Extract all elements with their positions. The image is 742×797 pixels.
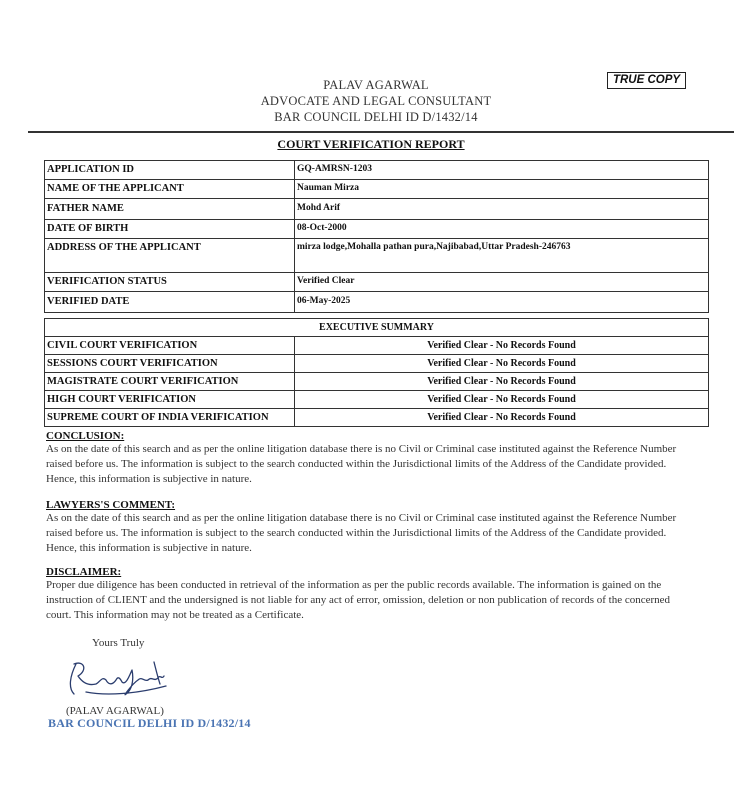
- detail-value: GQ-AMRSN-1203: [295, 161, 709, 180]
- conclusion-heading: CONCLUSION:: [46, 430, 125, 442]
- summary-result: Verified Clear - No Records Found: [295, 391, 709, 409]
- detail-value: 06-May-2025: [295, 292, 709, 313]
- detail-label: VERIFIED DATE: [45, 292, 295, 313]
- detail-value: Nauman Mirza: [295, 180, 709, 199]
- disclaimer-text: Proper due diligence has been conducted in retrieval of the information as per the public records available. The information is gained on the instruction of CLIENT and the undersigned is not liable for any act of error, omission, deletion or non publication of records of the concerned court. This information may not be treated as a Certificate.: [46, 579, 671, 621]
- detail-value: 08-Oct-2000: [295, 220, 709, 239]
- table-row: [45, 391, 709, 409]
- summary-title: EXECUTIVE SUMMARY: [45, 319, 709, 337]
- summary-result: Verified Clear - No Records Found: [295, 409, 709, 427]
- summary-result: Verified Clear - No Records Found: [295, 337, 709, 355]
- summary-label: SESSIONS COURT VERIFICATION: [45, 355, 295, 373]
- applicant-details-table: [44, 160, 709, 313]
- table-header-row: [45, 319, 709, 337]
- table-row: [45, 337, 709, 355]
- table-row: [45, 220, 709, 239]
- table-row: [45, 409, 709, 427]
- detail-value: Verified Clear: [295, 273, 709, 292]
- summary-result: Verified Clear - No Records Found: [295, 355, 709, 373]
- summary-result: Verified Clear - No Records Found: [295, 373, 709, 391]
- detail-label: ADDRESS OF THE APPLICANT: [45, 239, 295, 273]
- signature-image: [66, 656, 176, 706]
- report-title: COURT VERIFICATION REPORT: [277, 137, 465, 151]
- table-row: [45, 239, 709, 273]
- bar-council-id: BAR COUNCIL DELHI ID D/1432/14: [274, 110, 478, 124]
- summary-label: SUPREME COURT OF INDIA VERIFICATION: [45, 409, 295, 427]
- detail-value: mirza lodge,Mohalla pathan pura,Najibabad,Uttar Pradesh-246763: [295, 239, 709, 273]
- lawyers-comment-heading: LAWYERS'S COMMENT:: [46, 499, 176, 511]
- advocate-title: ADVOCATE AND LEGAL CONSULTANT: [260, 94, 492, 108]
- table-row: [45, 373, 709, 391]
- executive-summary-table: [44, 318, 709, 427]
- footer-bar-council-id: BAR COUNCIL DELHI ID D/1432/14: [48, 716, 251, 730]
- detail-label: DATE OF BIRTH: [45, 220, 295, 239]
- detail-label: APPLICATION ID: [45, 161, 295, 180]
- summary-label: CIVIL COURT VERIFICATION: [45, 337, 295, 355]
- disclaimer-section: [46, 566, 696, 623]
- detail-value: Mohd Arif: [295, 199, 709, 220]
- conclusion-section: [46, 430, 696, 487]
- table-row: [45, 180, 709, 199]
- yours-truly: Yours Truly: [92, 637, 145, 649]
- detail-label: VERIFICATION STATUS: [45, 273, 295, 292]
- table-row: [45, 355, 709, 373]
- signatory-name: (PALAV AGARWAL): [66, 705, 164, 717]
- lawyers-comment-section: [46, 499, 696, 556]
- header-divider: [28, 131, 734, 133]
- disclaimer-heading: DISCLAIMER:: [46, 566, 122, 578]
- table-row: [45, 273, 709, 292]
- detail-label: FATHER NAME: [45, 199, 295, 220]
- detail-label: NAME OF THE APPLICANT: [45, 180, 295, 199]
- table-row: [45, 199, 709, 220]
- summary-label: HIGH COURT VERIFICATION: [45, 391, 295, 409]
- conclusion-text: As on the date of this search and as per the online litigation database there is no Civil or Criminal case instituted against the Reference Number raised before us. The information is subject to the search conducted within the Jurisdictional limits of the Address of the Candidate provided. Hence, this information is subjective in nature.: [46, 443, 677, 485]
- lawyers-comment-text: As on the date of this search and as per the online litigation database there is no Civil or Criminal case instituted against the Reference Number raised before us. The information is subject to the search conducted within the Jurisdictional limits of the Address of the Candidate provided. Hence, this information is subjective in nature.: [46, 512, 677, 554]
- summary-label: MAGISTRATE COURT VERIFICATION: [45, 373, 295, 391]
- advocate-name: PALAV AGARWAL: [323, 78, 429, 92]
- table-row: [45, 292, 709, 313]
- table-row: [45, 161, 709, 180]
- true-copy-stamp: TRUE COPY: [607, 72, 686, 89]
